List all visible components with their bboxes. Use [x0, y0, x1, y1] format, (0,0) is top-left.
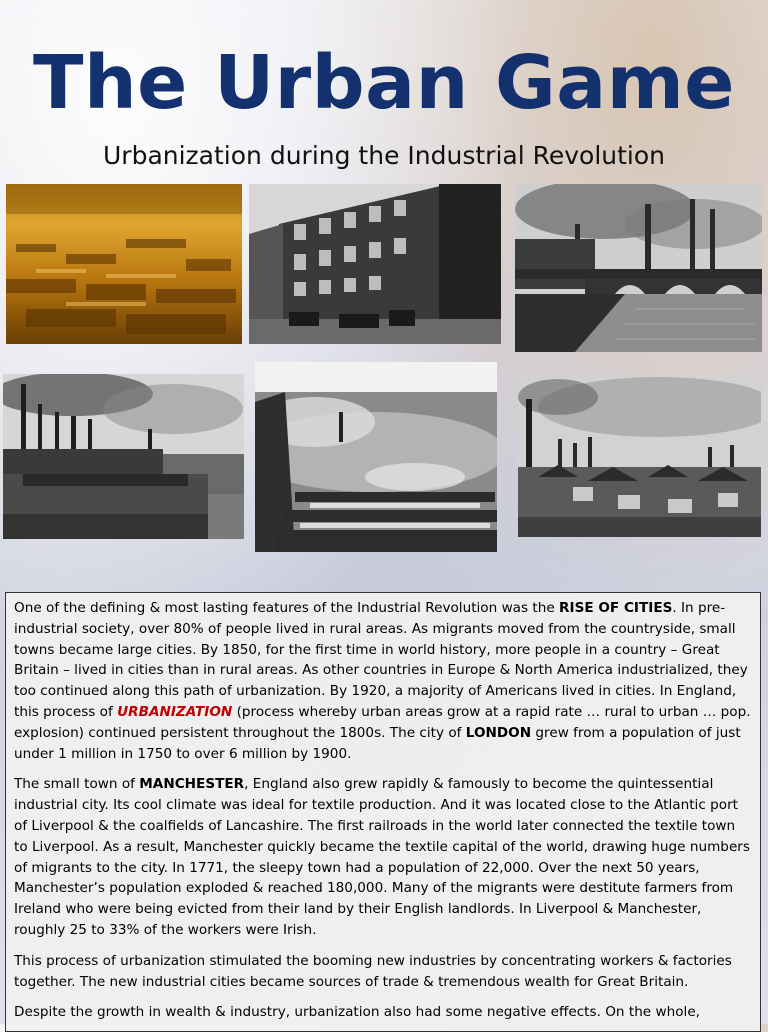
- sepia-city-panorama-icon: [6, 184, 242, 344]
- term-urbanization: URBANIZATION: [117, 703, 233, 720]
- page-subtitle: Urbanization during the Industrial Revolution: [103, 141, 665, 170]
- term-manchester: MANCHESTER: [139, 776, 245, 793]
- page-title: The Urban Game: [32, 40, 735, 126]
- paragraph-manchester: The small town of MANCHESTER, England also grew rapidly & famously to become the quintessential industrial city. Its cool climate was ideal for textile production. And it was located close to the Atlantic port of Liverpool & the coalfields of Lancashire. The first railroads in the world later connected the textile town to Liverpool. As a result, Manchester quickly became the textile capital of the world, drawing huge numbers of migrants to the city. In 1771, the sleepy town had a population of 22,000. Over the next 50 years, Manchester’s population exploded & reached 180,000. Many of the migrants were destitute farmers from Ireland who were being evicted from their land by their English landlords. In Liverpool & Manchester, roughly 25 to 33% of the workers were Irish.: [14, 776, 750, 938]
- factory-smokestacks-icon: [3, 374, 244, 539]
- factory-town-skyline-icon: [518, 377, 761, 537]
- paragraph-rise-of-cities: One of the defining & most lasting features of the Industrial Revolution was the RISE OF CITIES. In pre-industrial society, over 80% of people lived in rural areas. As migrants moved from the countryside, small towns became large cities. By 1850, for the first time in world history, more people in a country – Great Britain – lived in cities than in rural areas. As other countries in Europe & North America industrialized, they too continued along this path of urbanization. By 1920, a majority of Americans lived in cities. In England, this process of URBANIZATION (process whereby urban areas grow at a rapid rate … rural to urban … pop. explosion) continued persistent throughout the 1800s. The city of LONDON grew from a population of just under 1 million in 1750 to over 6 million by 1900.: [14, 600, 751, 762]
- smoky-river-bridge-icon: [515, 184, 762, 352]
- paragraph-stimulated-industries: This process of urbanization stimulated the booming new industries by concentrating workers & factories together. The new industrial cities became sources of trade & tremendous wealth for Great Britain.: [14, 952, 732, 990]
- paragraph-negative-effects: Despite the growth in wealth & industry, urbanization also had some negative effects. On the whole,: [14, 1004, 700, 1021]
- article-text-box: [5, 592, 761, 1032]
- smoky-rooftops-icon: [255, 362, 497, 552]
- term-london: LONDON: [465, 724, 532, 741]
- tenement-street-icon: [249, 184, 501, 344]
- term-rise-of-cities: RISE OF CITIES: [559, 600, 673, 616]
